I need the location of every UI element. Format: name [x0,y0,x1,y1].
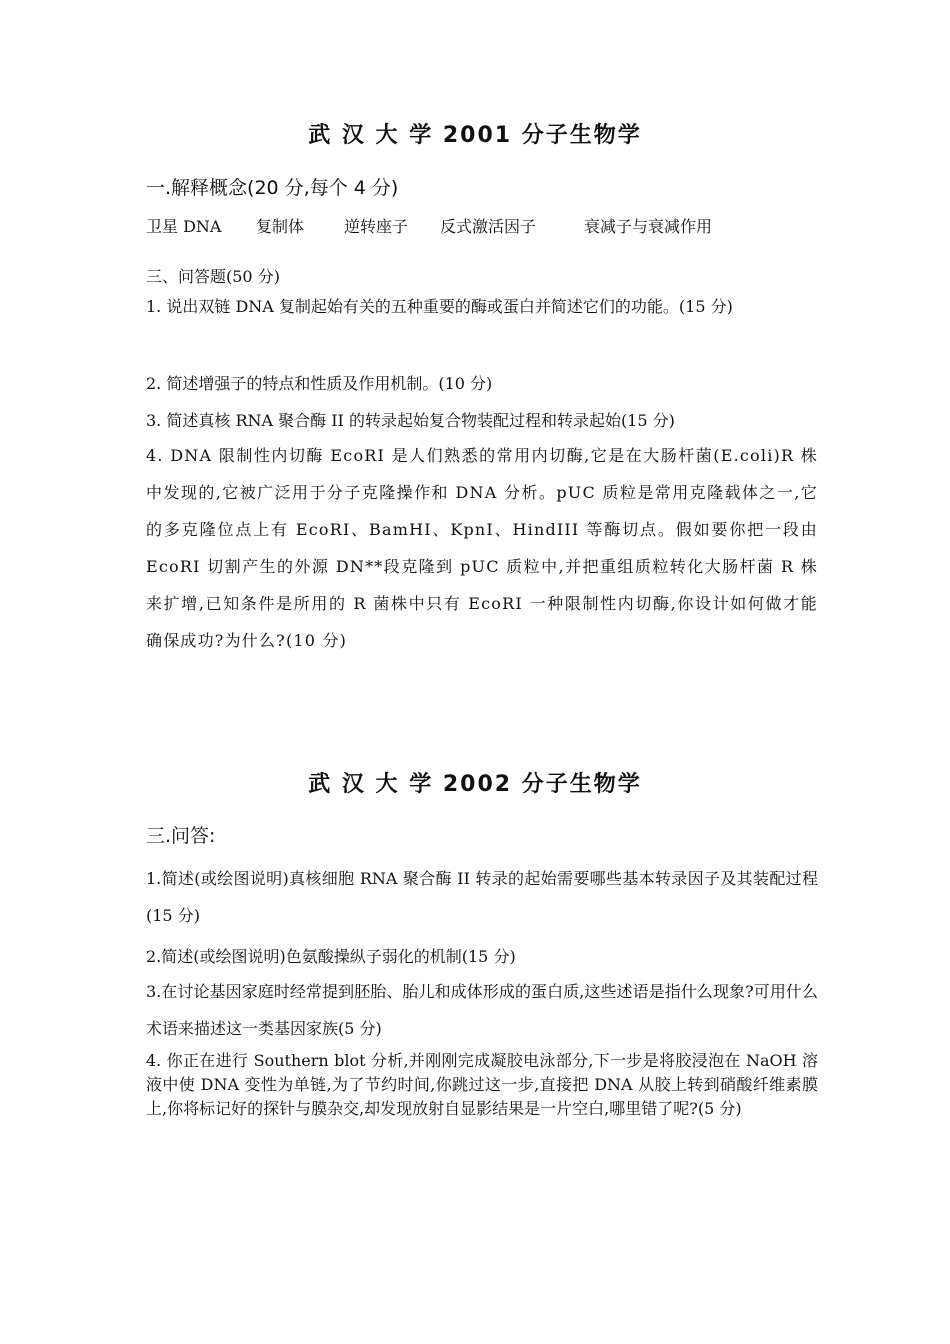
exam-2002-question-3: 3.在讨论基因家庭时经常提到胚胎、胎儿和成体形成的蛋白质,这些述语是指什么现象?可用什么术语来描述这一类基因家族(5 分) [146,982,818,1038]
exam-2001-question-2: 2. 简述增强子的特点和性质及作用机制。(10 分) [146,374,493,393]
exam-2002-title: 武 汉 大 学 2002 分子生物学 [308,772,642,797]
exam-2001-question-4: 4. DNA 限制性内切酶 EcoRI 是人们熟悉的常用内切酶,它是在大肠杆菌(E.coli)R 株中发现的,它被广泛用于分子克隆操作和 DNA 分析。pUC 质粒是常用克隆载体之一,它的多克隆位点上有 EcoRI、BamHI、KpnI、HindIII 等酶切点。假如要你把一段由 EcoRI 切割产生的外源 DN**段克隆到 pUC 质粒中,并把重组质粒转化大肠杆菌 R 株来扩增,已知条件是所用的 R 菌株中只有 EcoRI 一种限制性内切酶,你设计如何做才能确保成功?为什么?(10 分) [146,446,818,650]
exam-2002-question-1: 1.简述(或绘图说明)真核细胞 RNA 聚合酶 II 转录的起始需要哪些基本转录因子及其装配过程(15 分) [146,869,818,925]
exam-2001-question-1: 1. 说出双链 DNA 复制起始有关的五种重要的酶或蛋白并简述它们的功能。(15 分) [146,297,733,316]
term-replisome: 复制体 [256,217,305,236]
exam-2001-section1-heading: 一.解释概念(20 分,每个 4 分) [146,177,399,199]
exam-2002-section3-heading: 三.问答: [146,825,216,847]
term-retrotransposon: 逆转座子 [344,217,409,236]
exam-2002-question-4: 4. 你正在进行 Southern blot 分析,并刚刚完成凝胶电泳部分,下一步是将胶浸泡在 NaOH 溶液中使 DNA 变性为单链,为了节约时间,你跳过这一步,直接把 DNA 从胶上转到硝酸纤维素膜上,你将标记好的探针与膜杂交,却发现放射自显影结果是一片空白,哪里错了呢?(5 分) [146,1051,818,1118]
term-trans-activator: 反式激活因子 [440,217,537,236]
exam-2001-title: 武 汉 大 学 2001 分子生物学 [308,123,642,148]
term-satellite-dna: 卫星 DNA [146,217,222,236]
term-attenuator: 衰减子与衰减作用 [584,217,713,236]
exam-2001-section3-heading: 三、问答题(50 分) [146,267,280,286]
exam-2001-question-3: 3. 简述真核 RNA 聚合酶 II 的转录起始复合物装配过程和转录起始(15 分) [146,411,675,430]
concept-terms-row [146,214,818,237]
exam-2002-question-2: 2.简述(或绘图说明)色氨酸操纵子弱化的机制(15 分) [146,947,516,966]
